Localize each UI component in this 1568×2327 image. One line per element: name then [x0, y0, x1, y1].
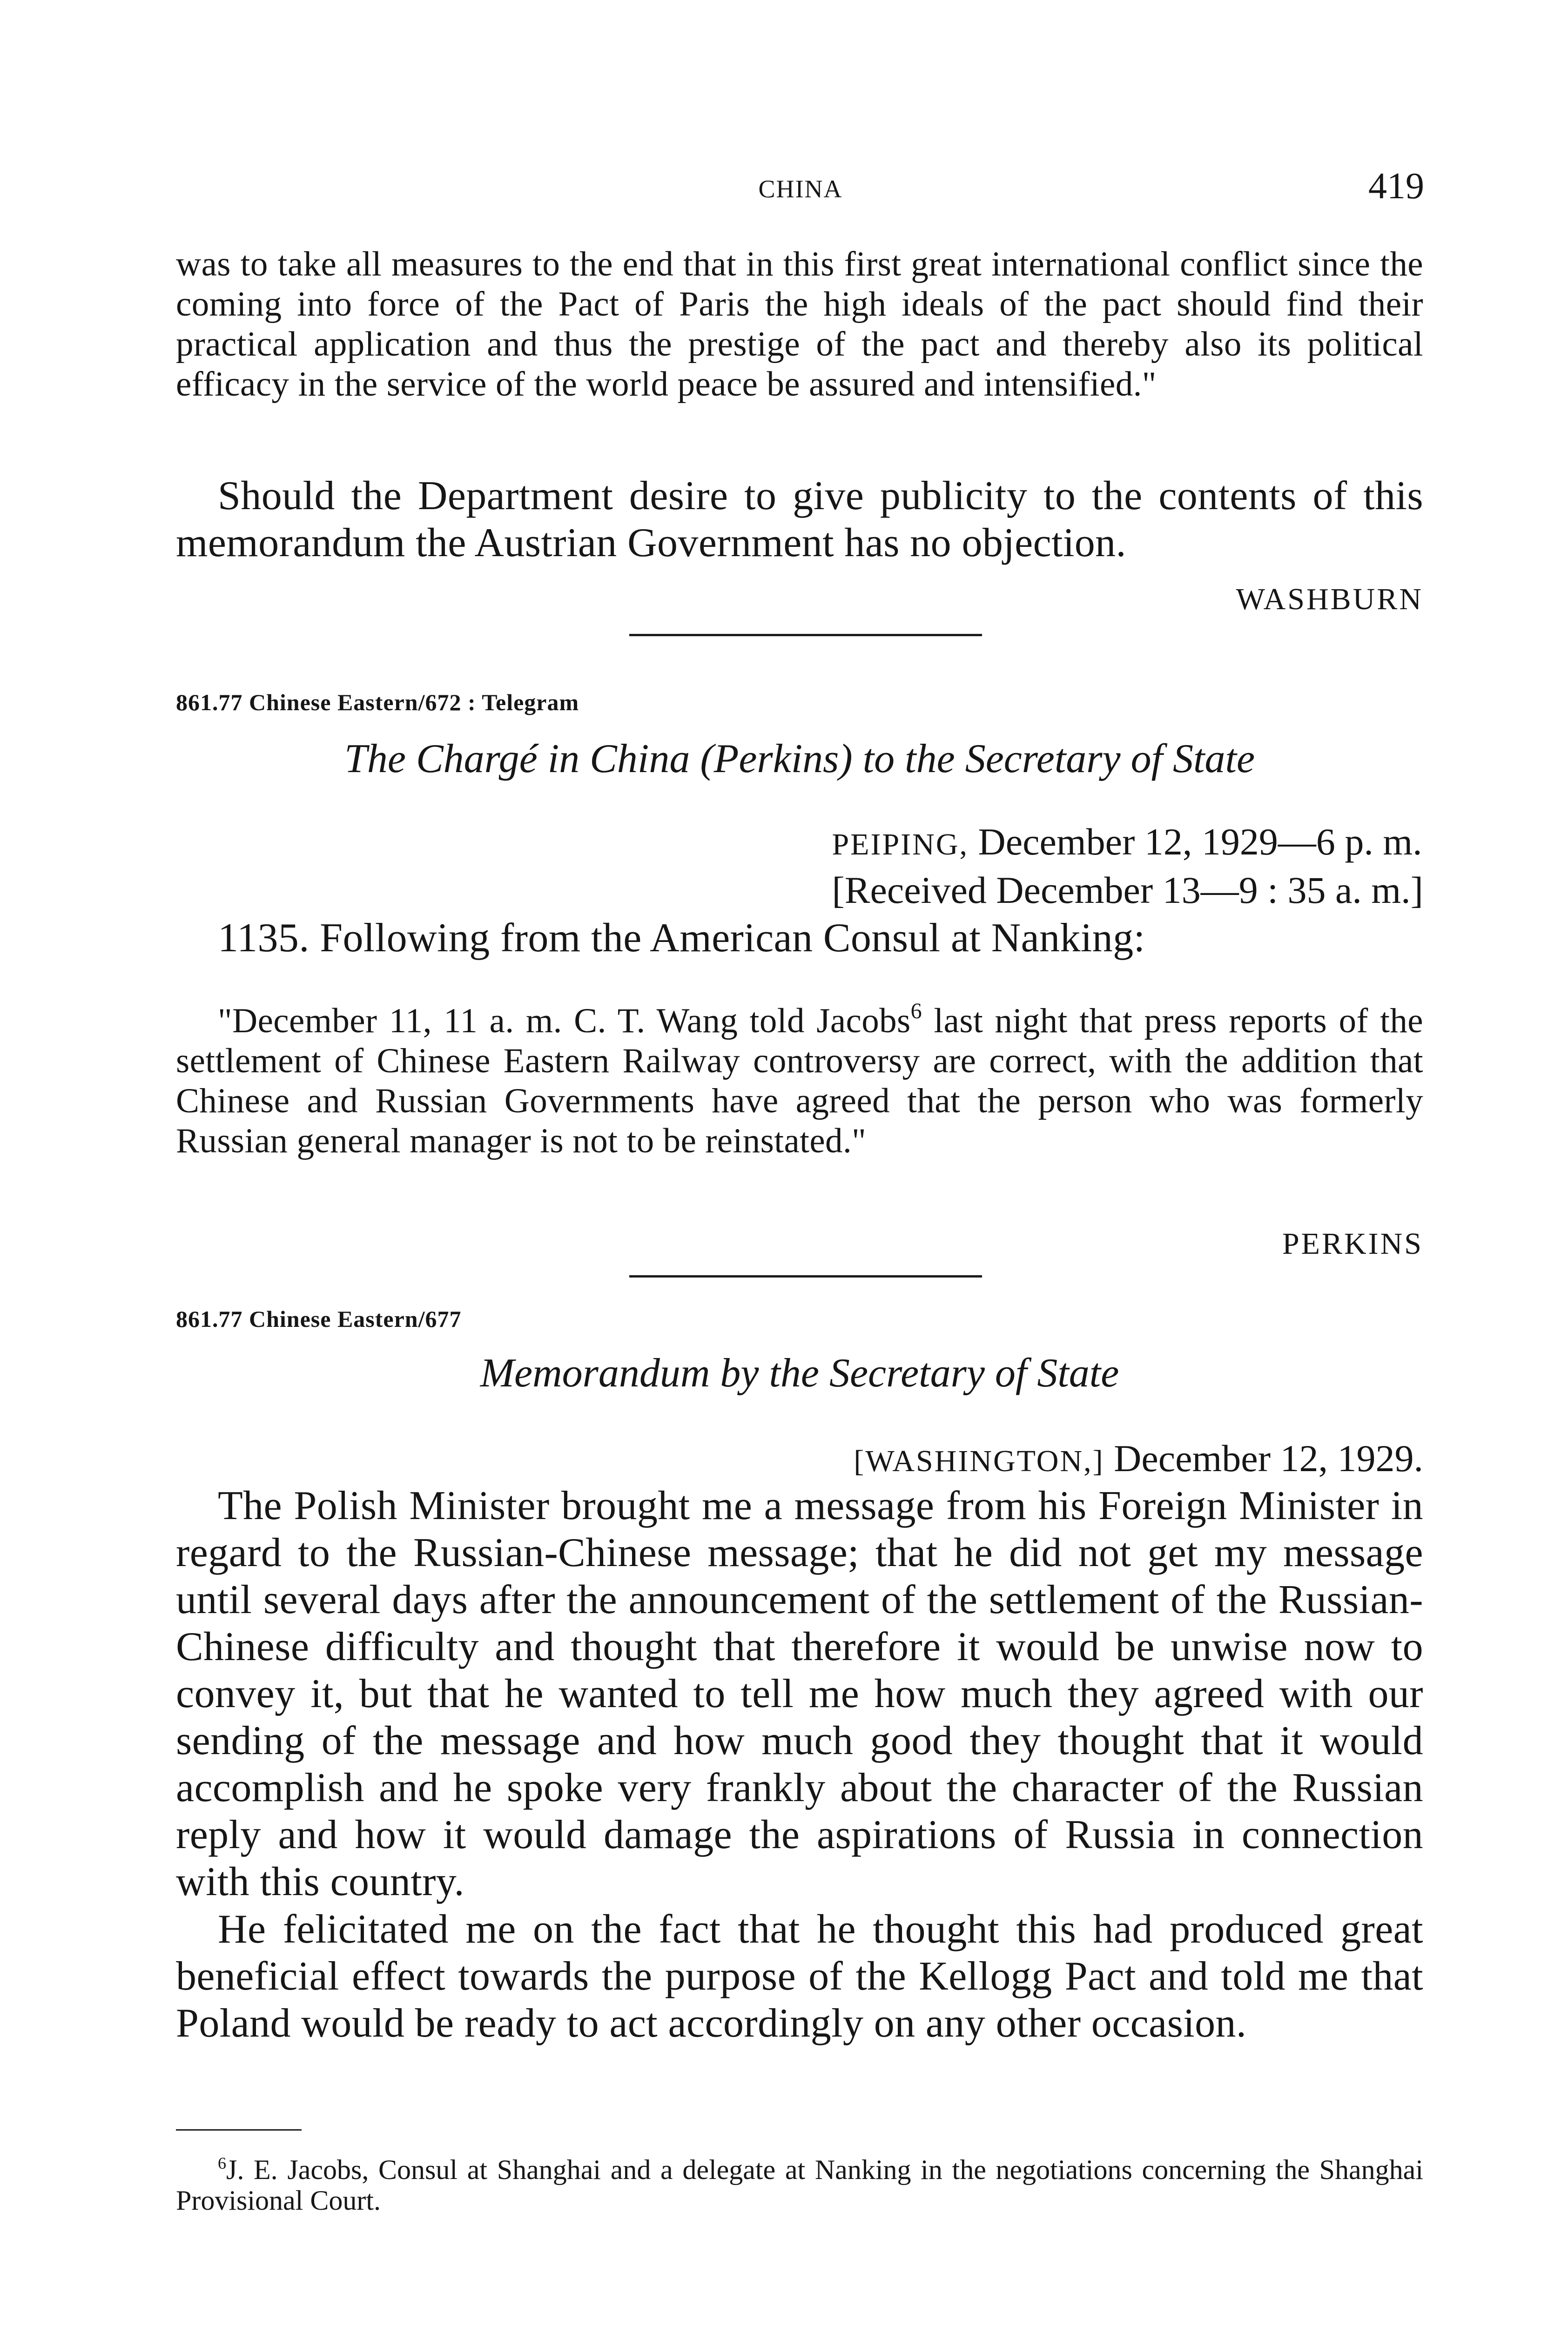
telegram-quote-part2: last night that press reports of the settlement of Chinese Eastern Railway controversy are correct, with the addition that Chinese and Russian Governments have agreed that the person who was formerly Russian general manager is not to be reinstated." [176, 1002, 1423, 1160]
telegram-intro: 1135. Following from the American Consul at Nanking: [218, 915, 1145, 961]
running-head [177, 165, 1424, 207]
footnote-marker: 6 [218, 2154, 226, 2172]
page-number: 419 [1368, 166, 1424, 207]
quote-continuation: was to take all measures to the end that in this first great international conflict since the coming into force of the Pact of Paris the high ideals of the pact should find their practical application and thus the prestige of the pact and thereby also its political efficacy in the service of the world peace be assured and intensified." [176, 245, 1423, 404]
telegram-quote-part1: "December 11, 11 a. m. C. T. Wang told Jacobs [218, 1002, 911, 1040]
document-heading-2: Memorandum by the Secretary of State [480, 1351, 1119, 1396]
dateline-2 [854, 1436, 1423, 1484]
dateline-1 [832, 819, 1423, 913]
dateline-2-place: [WASHINGTON,] [854, 1444, 1104, 1478]
footnote-reference-6[interactable]: 6 [910, 999, 922, 1023]
signature-washburn: WASHBURN [1236, 582, 1423, 616]
publicity-paragraph: Should the Department desire to give publicity to the contents of this memorandum the Austrian Government has no objection. [176, 473, 1423, 565]
dateline-1-date: December 12, 1929—6 p. m. [978, 821, 1422, 863]
dateline-1-received: [Received December 13—9 : 35 a. m.] [832, 869, 1423, 911]
telegram-quote [176, 991, 1423, 1161]
section-divider-1 [629, 634, 982, 636]
file-reference-2: 861.77 Chinese Eastern/677 [176, 1306, 462, 1332]
footnote-text: J. E. Jacobs, Consul at Shanghai and a delegate at Nanking in the negotiations concerning the Shanghai Provisional Court. [176, 2154, 1423, 2216]
running-title: CHINA [758, 175, 843, 203]
file-reference-1: 861.77 Chinese Eastern/672 : Telegram [176, 689, 579, 715]
memo-paragraph-2: He felicitated me on the fact that he thought this had produced great beneficial effect towards the purpose of the Kellogg Pact and told me that Poland would be ready to act accordingly on any other occasion. [176, 1907, 1423, 2046]
footnote-6 [176, 2148, 1423, 2216]
dateline-1-line1 [832, 819, 1423, 868]
memo-paragraph-1: The Polish Minister brought me a message from his Foreign Minister in regard to the Russian-Chinese message; that he did not get my message until several days after the announcement of the settlement of the Russian-Chinese difficulty and thought that therefore it would be unwise now to convey it, but that he wanted to tell me how much they agreed with our sending of the message and how much good they thought that it would accomplish and he spoke very frankly about the character of the Russian reply and how it would damage the aspirations of Russia in connection with this country. [176, 1483, 1423, 1904]
dateline-2-date: December 12, 1929. [1114, 1437, 1423, 1480]
signature-perkins: PERKINS [1282, 1227, 1423, 1261]
section-divider-2 [629, 1275, 982, 1278]
dateline-1-place: PEIPING, [832, 827, 969, 861]
footnote-divider [176, 2129, 302, 2131]
document-heading-1: The Chargé in China (Perkins) to the Secretary of State [344, 736, 1255, 781]
